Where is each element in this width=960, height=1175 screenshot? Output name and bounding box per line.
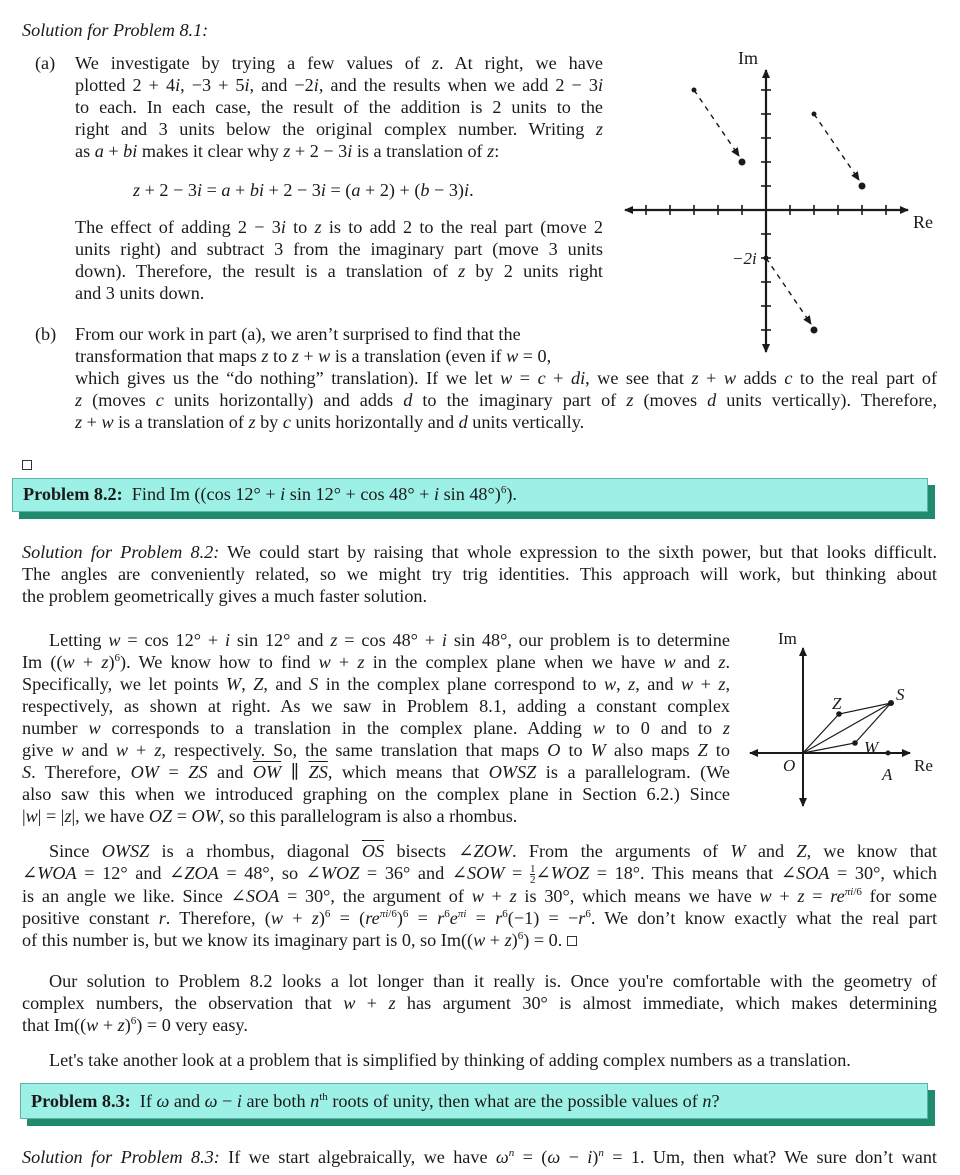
problem-8-2-box [12,478,928,512]
translation-equation: z + 2 − 3i = a + bi + 2 − 3i = (a + 2) + (b − 3)i. [133,180,474,200]
part-b-line-5: z + w is a translation of z by c units horizontally and d units vertically. [75,412,585,432]
label-s: S [896,685,905,704]
point-w [852,740,858,746]
sol82-intro-line-2: The angles are conveniently related, so we might try trig identities. This approach will work, but thinking about [22,564,937,584]
part-a-label: (a) [35,53,56,73]
part-a2-line-4: and 3 units down. [75,283,205,303]
re-axis-label: Re [913,212,933,232]
problem-8-3-label: Problem 8.3: [31,1091,131,1111]
part-b-line-1: From our work in part (a), we aren’t surprised to find that the [75,324,521,344]
label-o: O [783,756,796,775]
part-b-line-4: z (moves c units horizontally) and adds d to the imaginary part of z (moves d units vertically). Therefore, [75,390,938,410]
part-a-paragraph-2 [75,216,603,304]
para1-line-4: respectively, as shown at right. As we saw in Problem 8.1, adding a constant complex [22,696,730,716]
sol82-intro-line-3: the problem geometrically gives a much faster solution. [22,586,428,606]
im-axis-label: Im [778,629,797,648]
para1-line-8: also saw this when we introduced graphing on the complex plane in Section 6.2.) Since [22,784,730,804]
part-a-line-2: plotted 2 + 4i, −3 + 5i, and −2i, and the results when we add 2 − 3i [75,75,603,95]
part-a-line-5: as a + bi makes it clear why z + 2 − 3i is a translation of z: [75,141,500,161]
translation-arrow-1 [694,90,739,156]
solution-8-2-para3 [22,970,937,1036]
solution-8-2-para1 [22,629,730,827]
im-axis-label: Im [738,48,758,68]
part-a-line-1: We investigate by trying a few values of z. At right, we have [75,53,604,73]
sol82-intro-line-1: Solution for Problem 8.2: We could start by raising that whole expression to the sixth power, but that looks difficult. [22,542,937,562]
part-a2-line-3: down). Therefore, the result is a translation of z by 2 units right [75,261,603,281]
part-b-line-3: which gives us the “do nothing” translation). If we let w = c + di, we see that z + w adds c to the real part of [75,368,938,388]
para1-line-3: Specifically, we let points W, Z, and S in the complex plane correspond to w, z, and w + z, [22,674,731,694]
re-axis-label: Re [914,756,933,775]
problem-8-2-label: Problem 8.2: [23,484,123,504]
part-b-label: (b) [35,324,57,344]
qed-symbol [567,936,577,946]
rhombus-figure [740,620,960,820]
para2-line-3: is an angle we like. Since ∠SOA = 30°, the argument of w + z is 30°, which means we have $w + z = re^{\pi i/6}$ for some [22,886,938,907]
translation-arrow-3 [766,258,811,324]
solution-8-3-text: Solution for Problem 8.3: If we start algebraically, we have $\omega^n = (\omega - i)^n = 1$. Um, then what? We sure don’t want [22,1146,937,1167]
para1-line-2: Im $((w + z)^6)$. We know how to find w + z in the complex plane when we have w and z. [22,651,731,672]
para1-line-9: |w| = |z|, we have OZ = OW, so this parallelogram is also a rhombus. [22,806,518,826]
para1-line-5: number w corresponds to a translation in the complex plane. Adding w to 0 and to z [22,718,730,738]
para3-line-1: Our solution to Problem 8.2 looks a lot longer than it really is. Once you're comfortable with the geometry of [49,971,937,991]
solution-8-2-intro [22,541,937,607]
solution-8-2-heading: Solution for Problem 8.2: [22,542,220,562]
solution-8-3-heading: Solution for Problem 8.3: [22,1147,220,1167]
solution-8-2-para4: Let's take another look at a problem that is simplified by thinking of adding complex numbers as a translation. [49,1050,851,1070]
qed-symbol [22,453,32,475]
part-a-line-4: right and 3 units below the original complex number. Writing z [75,119,603,139]
problem-8-3-box [20,1083,928,1119]
part-a-paragraph [75,52,603,162]
para2-line-5: of this number is, but we know its imaginary part is 0, so $Im((w + z)^6) = 0$. [22,929,937,951]
para1-line-1: Letting w = cos 12° + i sin 12° and z = cos 48° + i sin 48°, our problem is to determine [49,630,730,650]
para1-line-7: S. Therefore, OW = ZS and $\overline{OW}$ ∥ $\overline{ZS}$, which means that OWSZ is a parallelogram. (We [22,762,730,782]
problem-8-3-text: Problem 8.3: If ω and ω − i are both $n^{th}$ roots of unity, then what are the possible values of n? [31,1090,720,1111]
complex-plane-translation-figure [600,30,960,370]
point-s [888,700,894,706]
part-a-line-3: to each. In each case, the result of the addition is 2 units to the [75,97,603,117]
para2-line-1: Since OWSZ is a rhombus, diagonal $\overline{OS}$ bisects ∠ZOW. From the arguments of W and Z, we know that [49,841,937,861]
solution-8-1-heading: Solution for Problem 8.1: [22,20,209,40]
para1-line-6: give w and w + z, respectively. So, the same translation that maps O to W also maps Z to [22,740,730,760]
para3-line-2: complex numbers, the observation that w + z has argument 30° is almost immediate, which makes determining [22,993,937,1013]
label-a: A [882,765,893,784]
part-b-line-2: transformation that maps z to z + w is a translation (even if w = 0, [75,346,552,366]
para3-line-3: that $Im((w + z)^6) = 0$ very easy. [22,1014,248,1035]
translation-arrow-2 [814,114,859,180]
para2-line-4: positive constant r. Therefore, $(w + z)^6 = (re^{\pi i/6})^6 = r^6e^{\pi i} = r^6(-1) = -r^6$. We don’t know exactly what the real part [22,908,938,929]
part-a2-line-1: The effect of adding 2 − 3i to z is to add 2 to the real part (move 2 [75,217,603,237]
point-a [886,751,891,756]
part-a2-line-2: units right) and subtract 3 from the imaginary part (move 3 units [75,239,603,259]
solution-8-2-para2 [22,840,937,951]
label-w: W [864,738,879,757]
problem-8-2-text: Problem 8.2: Find Im ((cos 12° + i sin 12° + cos 48° + i sin 48°)$^6$). [23,483,517,504]
para2-line-2: ∠WOA = 12° and ∠ZOA = 48°, so ∠WOZ = 36° and ∠SOW = $\frac{1}{2}$ ∠WOZ = 18°. This means that ∠SOA = 30°, which [22,863,938,887]
neg-2i-tick-label: −2i [732,249,757,268]
label-z: Z [832,694,842,713]
